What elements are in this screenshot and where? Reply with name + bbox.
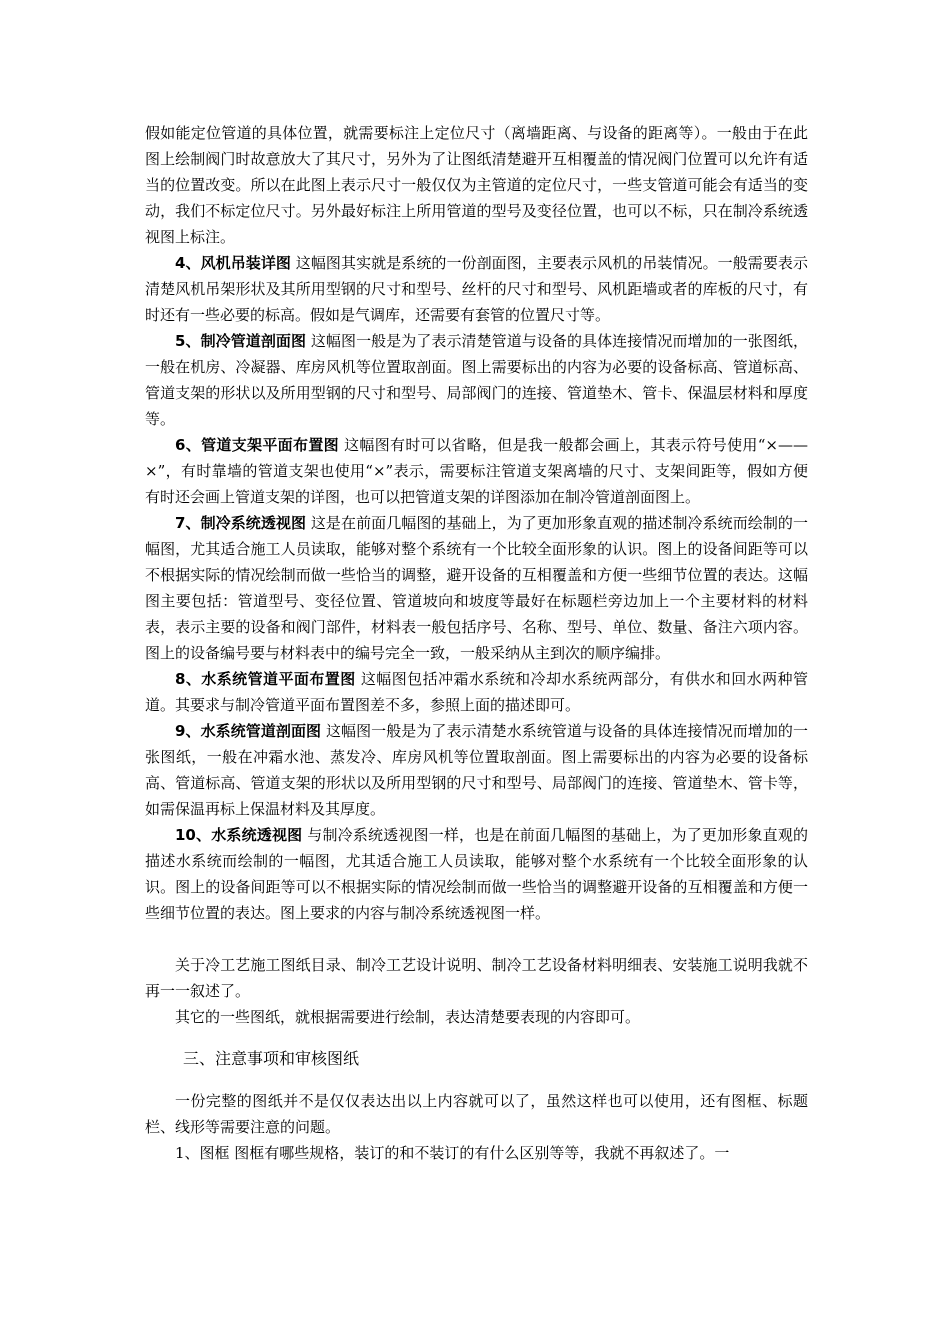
item-refrigeration-perspective	[145, 510, 808, 666]
paragraph-other-drawings: 其它的一些图纸，就根据需要进行绘制，表达清楚要表现的内容即可。	[175, 1008, 641, 1026]
item-heading: 6、管道支架平面布置图	[175, 436, 339, 454]
item-water-pipe-plan	[145, 666, 808, 718]
item-pipe-support-plan	[145, 432, 808, 510]
item-heading: 5、制冷管道剖面图	[175, 332, 307, 350]
item-text: 这幅图一般是为了表示清楚管道与设备的具体连接情况而增加的一张图纸，一般在机房、冷凝器、库房风机等位置取剖面。图上需要标出的内容为必要的设备标高、管道标高、管道支架的形状以及所用型钢的尺寸和型号、局部阀门的连接、管道垫木、管卡、保温层材料和厚度等。	[145, 332, 808, 428]
item-heading: 8、水系统管道平面布置图	[175, 670, 356, 688]
paragraph-other-docs: 关于冷工艺施工图纸目录、制冷工艺设计说明、制冷工艺设备材料明细表、安装施工说明我就不再一一叙述了。	[145, 956, 808, 1000]
spacer	[145, 1030, 808, 1044]
paragraph-complete-drawing: 一份完整的图纸并不是仅仅表达出以上内容就可以了，虽然这样也可以使用，还有图框、标题栏、线形等需要注意的问题。	[145, 1092, 808, 1136]
item-text: 这幅图包括冲霜水系统和冷却水系统两部分，有供水和回水两种管道。其要求与制冷管道平面布置图差不多，参照上面的描述即可。	[145, 670, 808, 714]
item-text: 这幅图有时可以省略，但是我一般都会画上，其表示符号使用“×——×”，有时靠墙的管道支架也使用“×”表示，需要标注管道支架离墙的尺寸、支架间距等，假如方便有时还会画上管道支架的详图，也可以把管道支架的详图添加在制冷管道剖面图上。	[145, 436, 808, 506]
item-text: 与制冷系统透视图一样，也是在前面几幅图的基础上，为了更加形象直观的描述水系统而绘制的一幅图，尤其适合施工人员读取，能够对整个水系统有一个比较全面形象的认识。图上的设备间距等可以不根据实际的情况绘制而做一些恰当的调整避开设备的互相覆盖和方便一些细节位置的表达。图上要求的内容与制冷系统透视图一样。	[145, 826, 808, 922]
item-heading: 7、制冷系统透视图	[175, 514, 307, 532]
item-text: 这是在前面几幅图的基础上，为了更加形象直观的描述制冷系统而绘制的一幅图，尤其适合施工人员读取，能够对整个系统有一个比较全面形象的认识。图上的设备间距等可以不根据实际的情况绘制而做一些恰当的调整，避开设备的互相覆盖和方便一些细节位置的表达。这幅图主要包括：管道型号、变径位置、管道坡向和坡度等最好在标题栏旁边加上一个主要材料的材料表，表示主要的设备和阀门部件，材料表一般包括序号、名称、型号、单位、数量、备注六项内容。图上的设备编号要与材料表中的编号完全一致，一般采纳从主到次的顺序编排。	[145, 514, 808, 662]
item-water-perspective	[145, 822, 808, 926]
section-title: 三、注意事项和审核图纸	[183, 1049, 360, 1068]
item-heading: 9、水系统管道剖面图	[175, 722, 322, 740]
item-heading: 10、水系统透视图	[175, 826, 303, 844]
item-refrigeration-section	[145, 328, 808, 432]
item-heading: 4、风机吊装详图	[175, 254, 291, 272]
paragraph-frame: 1、图框 图框有哪些规格，装订的和不装订的有什么区别等等，我就不再叙述了。一	[175, 1144, 730, 1162]
intro-paragraph: 假如能定位管道的具体位置，就需要标注上定位尺寸（离墙距离、与设备的距离等）。一般由于在此图上绘制阀门时故意放大了其尺寸，另外为了让图纸清楚避开互相覆盖的情况阀门位置可以允许有适当的位置改变。所以在此图上表示尺寸一般仅仅为主管道的定位尺寸，一些支管道可能会有适当的变动，我们不标定位尺寸。另外最好标注上所用管道的型号及变径位置，也可以不标，只在制冷系统透视图上标注。	[145, 124, 808, 246]
spacer	[145, 1074, 808, 1088]
item-text: 这幅图一般是为了表示清楚水系统管道与设备的具体连接情况而增加的一张图纸，一般在冲霜水池、蒸发冷、库房风机等位置取剖面。图上需要标出的内容为必要的设备标高、管道标高、管道支架的形状以及所用型钢的尺寸和型号、局部阀门的连接、管道垫木、管卡等，如需保温再标上保温材料及其厚度。	[145, 722, 808, 818]
item-water-pipe-section	[145, 718, 808, 822]
spacer	[145, 926, 808, 952]
item-fan-hoisting	[145, 250, 808, 328]
item-text: 这幅图其实就是系统的一份剖面图，主要表示风机的吊装情况。一般需要表示清楚风机吊架形状及其所用型钢的尺寸和型号、丝杆的尺寸和型号、风机距墙或者的库板的尺寸，有时还有一些必要的标高。假如是气调库，还需要有套管的位置尺寸等。	[145, 254, 808, 324]
